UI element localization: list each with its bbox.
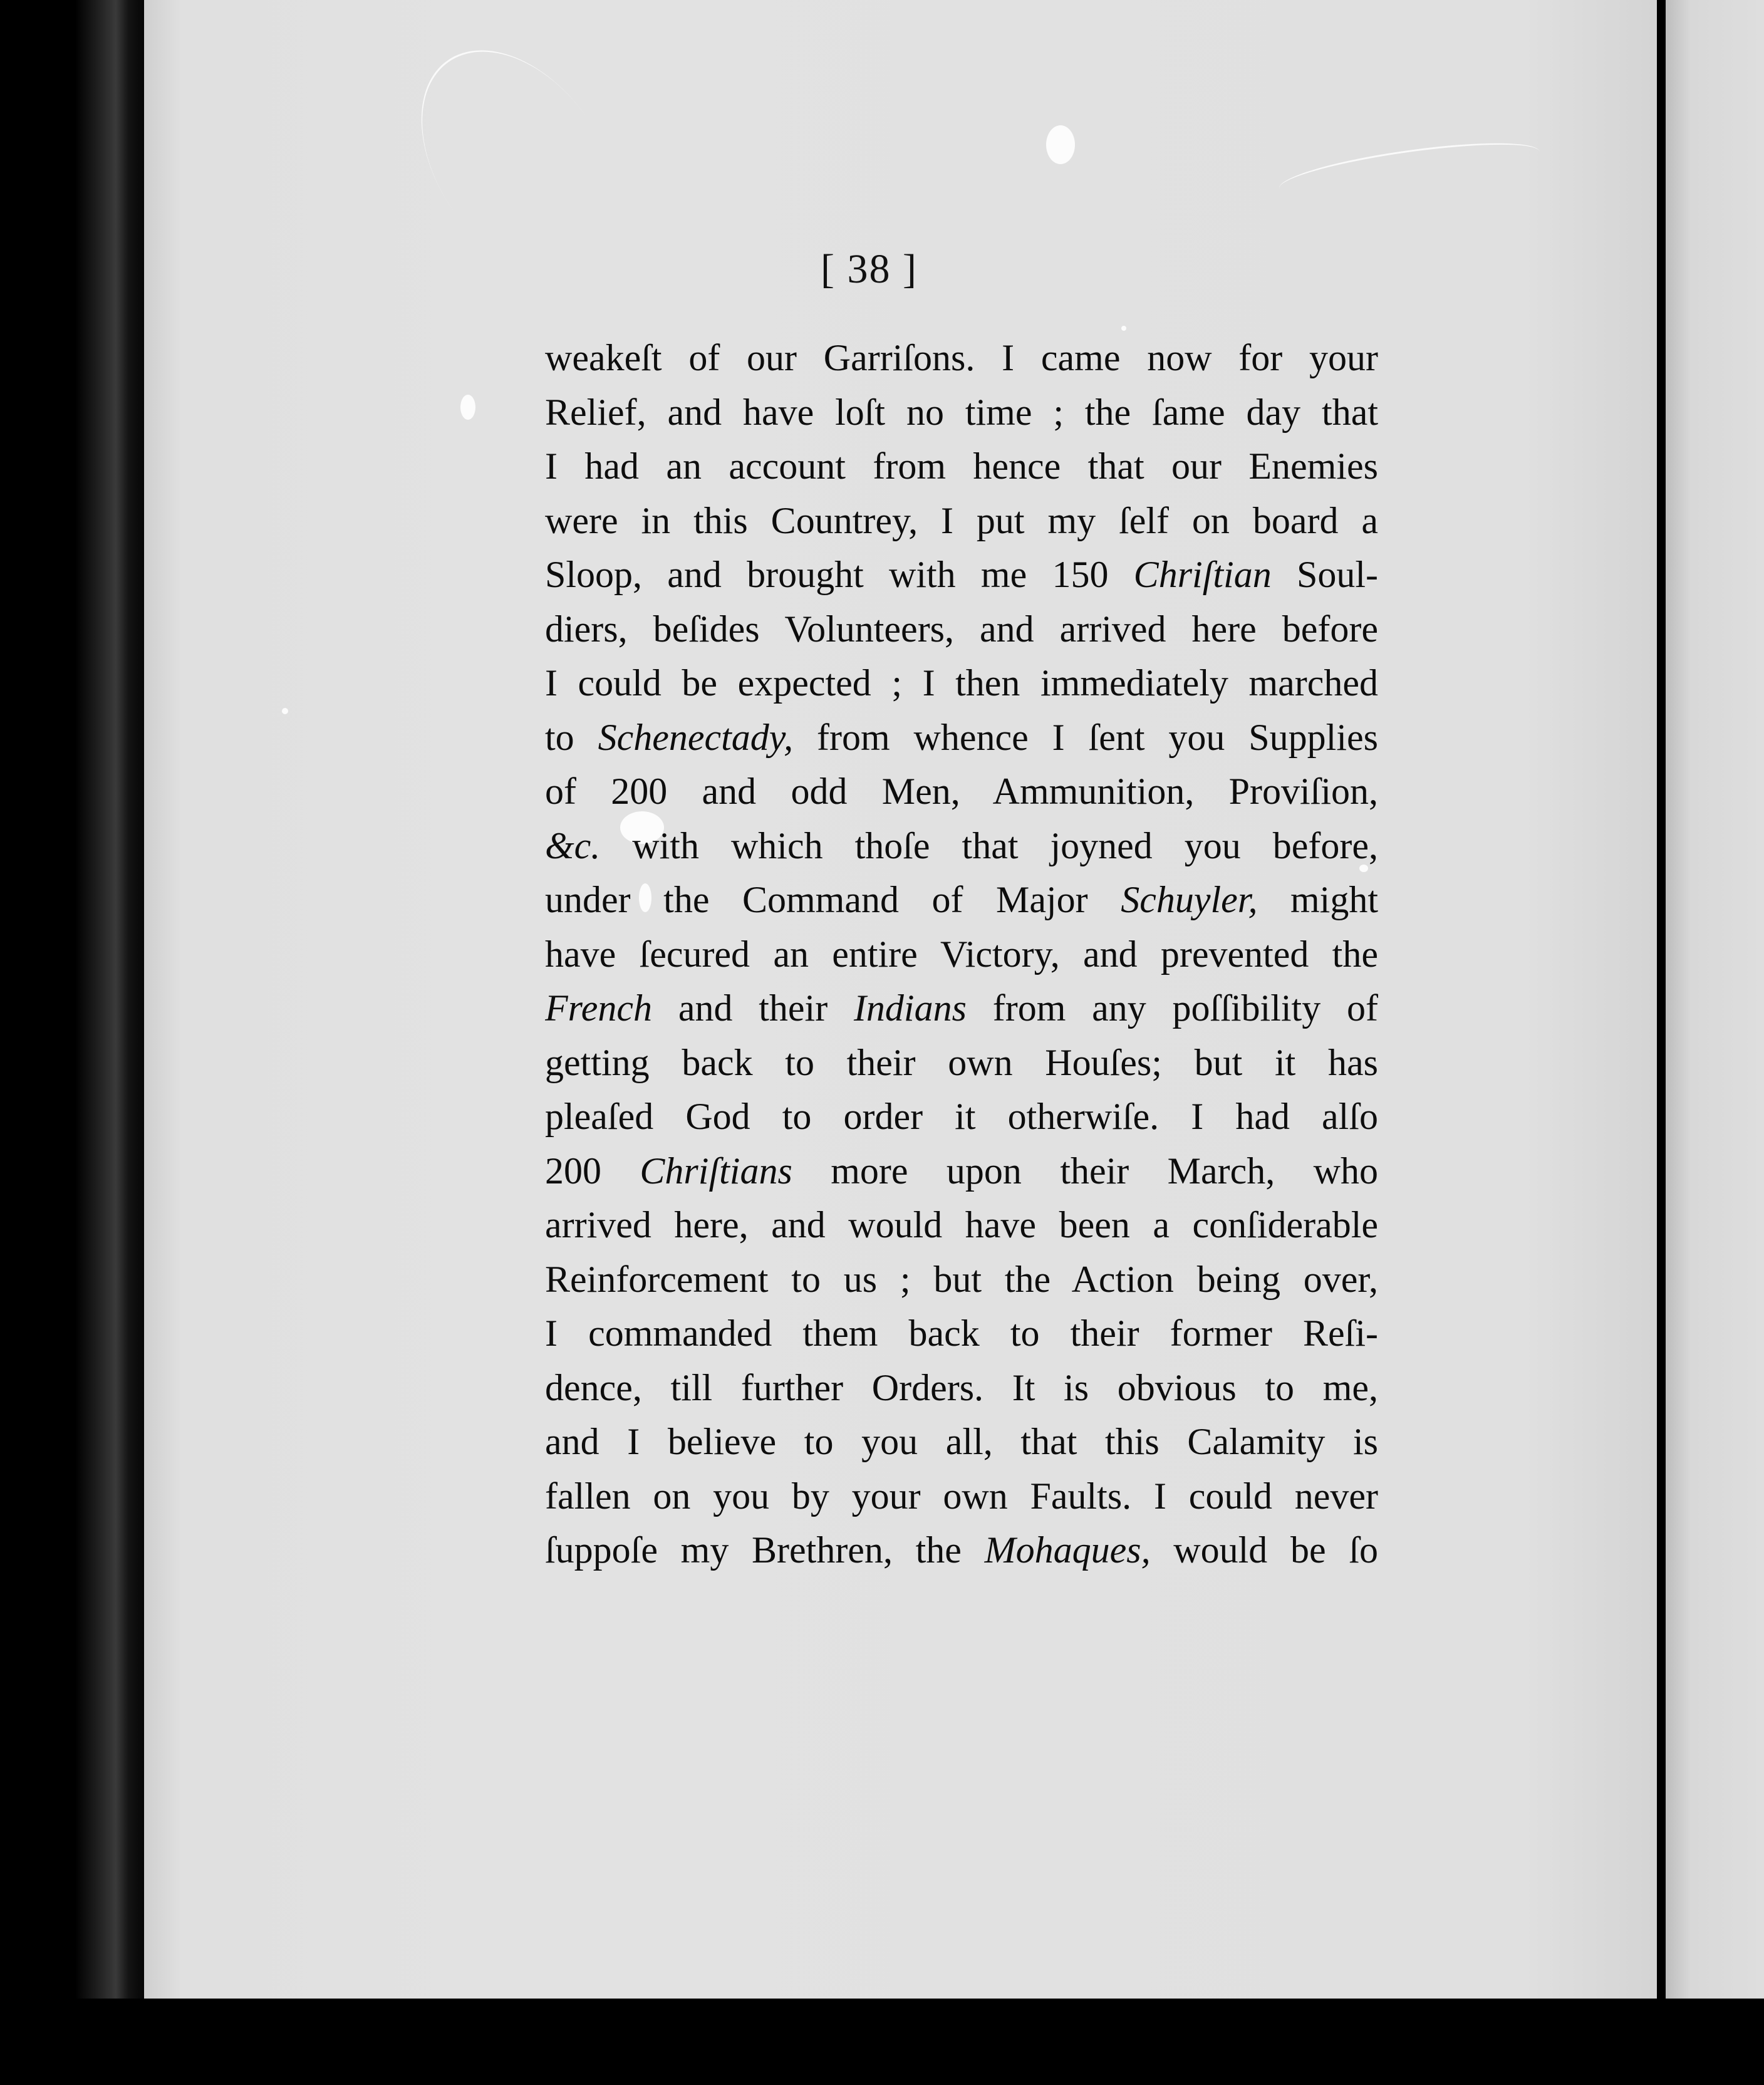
italic-text: Schenectady, [598,716,794,758]
text-segment: I could be expected ; I then immediately marched [545,662,1378,704]
scan-speck [1046,125,1075,164]
text-segment: pleaſed God to order it otherwiſe. I had alſo [545,1096,1378,1137]
text-line [545,927,1378,982]
text-segment: Relief, and have loſt no time ; the ſame day that [545,391,1378,433]
body-text [545,331,1378,1578]
text-line [545,1361,1378,1415]
text-segment: Sloop, and brought with me 150 [545,554,1134,595]
text-segment: have ſecured an entire Victory, and prevented the [545,933,1378,975]
italic-text: Indians [853,987,967,1029]
text-segment: Reinforcement to us ; but the Action being over, [545,1258,1378,1300]
text-segment: were in this Countrey, I put my ſelf on board a [545,499,1378,541]
text-segment: 200 [545,1150,640,1192]
text-segment: ſuppoſe my Brethren, the [545,1529,985,1571]
text-line [545,331,1378,385]
text-segment: under the Command of Major [545,879,1121,920]
text-line [545,1144,1378,1198]
text-line [545,494,1378,548]
text-segment: getting back to their own Houſes; but it has [545,1041,1378,1083]
text-line [545,602,1378,657]
text-line [545,1252,1378,1307]
text-line [545,1036,1378,1090]
text-segment: I had an account from hence that our Enemies [545,445,1378,487]
text-segment: weakeſt of our Garriſons. I came now for your [545,337,1378,378]
scan-speck [1121,326,1126,331]
text-segment: diers, beſides Volunteers, and arrived here before [545,608,1378,650]
italic-text: Schuyler, [1121,879,1258,920]
text-segment: dence, till further Orders. It is obvious to me, [545,1366,1378,1408]
text-line [545,819,1378,873]
italic-text: &c. [545,824,601,866]
page-number: [ 38 ] [821,246,918,292]
page-fold [1657,0,1666,1999]
text-line [545,981,1378,1036]
scan-scratch [1277,132,1543,208]
facing-page-edge [1666,0,1764,1999]
text-segment: from whence I ſent you Supplies [793,716,1378,758]
text-segment: and I believe to you all, that this Calamity is [545,1421,1378,1462]
italic-text: Mohaques, [984,1529,1151,1571]
text-line [545,385,1378,440]
text-line [545,548,1378,602]
italic-text: French [545,987,653,1029]
text-segment: from any poſſibility of [966,987,1378,1029]
text-segment: arrived here, and would have been a conſiderable [545,1204,1378,1245]
text-segment: more upon their March, who [792,1150,1378,1192]
italic-text: Chriſtian [1133,554,1272,595]
text-segment: would be ſo [1150,1529,1378,1571]
text-line [545,1306,1378,1361]
text-segment: with which thoſe that joyned you before, [600,824,1378,866]
text-line [545,1469,1378,1524]
text-line [545,1198,1378,1252]
text-line [545,764,1378,819]
scan-speck [282,708,288,714]
scan-speck [460,395,475,420]
text-line [545,1523,1378,1578]
book-spine [0,0,144,2085]
text-segment: fallen on you by your own Faults. I could never [545,1475,1378,1517]
scan-border [0,1999,1764,2085]
text-segment: might [1257,879,1378,920]
text-segment: Soul- [1271,554,1378,595]
text-line [545,439,1378,494]
text-segment: and their [652,987,854,1029]
text-line [545,1415,1378,1469]
text-line [545,656,1378,710]
text-line [545,873,1378,927]
text-segment: to [545,716,598,758]
text-segment: I commanded them back to their former Reſi- [545,1313,1378,1354]
italic-text: Chriſtians [640,1150,792,1192]
text-line [545,710,1378,765]
text-segment: of 200 and odd Men, Ammunition, Proviſion, [545,771,1378,812]
scan-scratch [381,14,659,314]
text-line [545,1089,1378,1144]
